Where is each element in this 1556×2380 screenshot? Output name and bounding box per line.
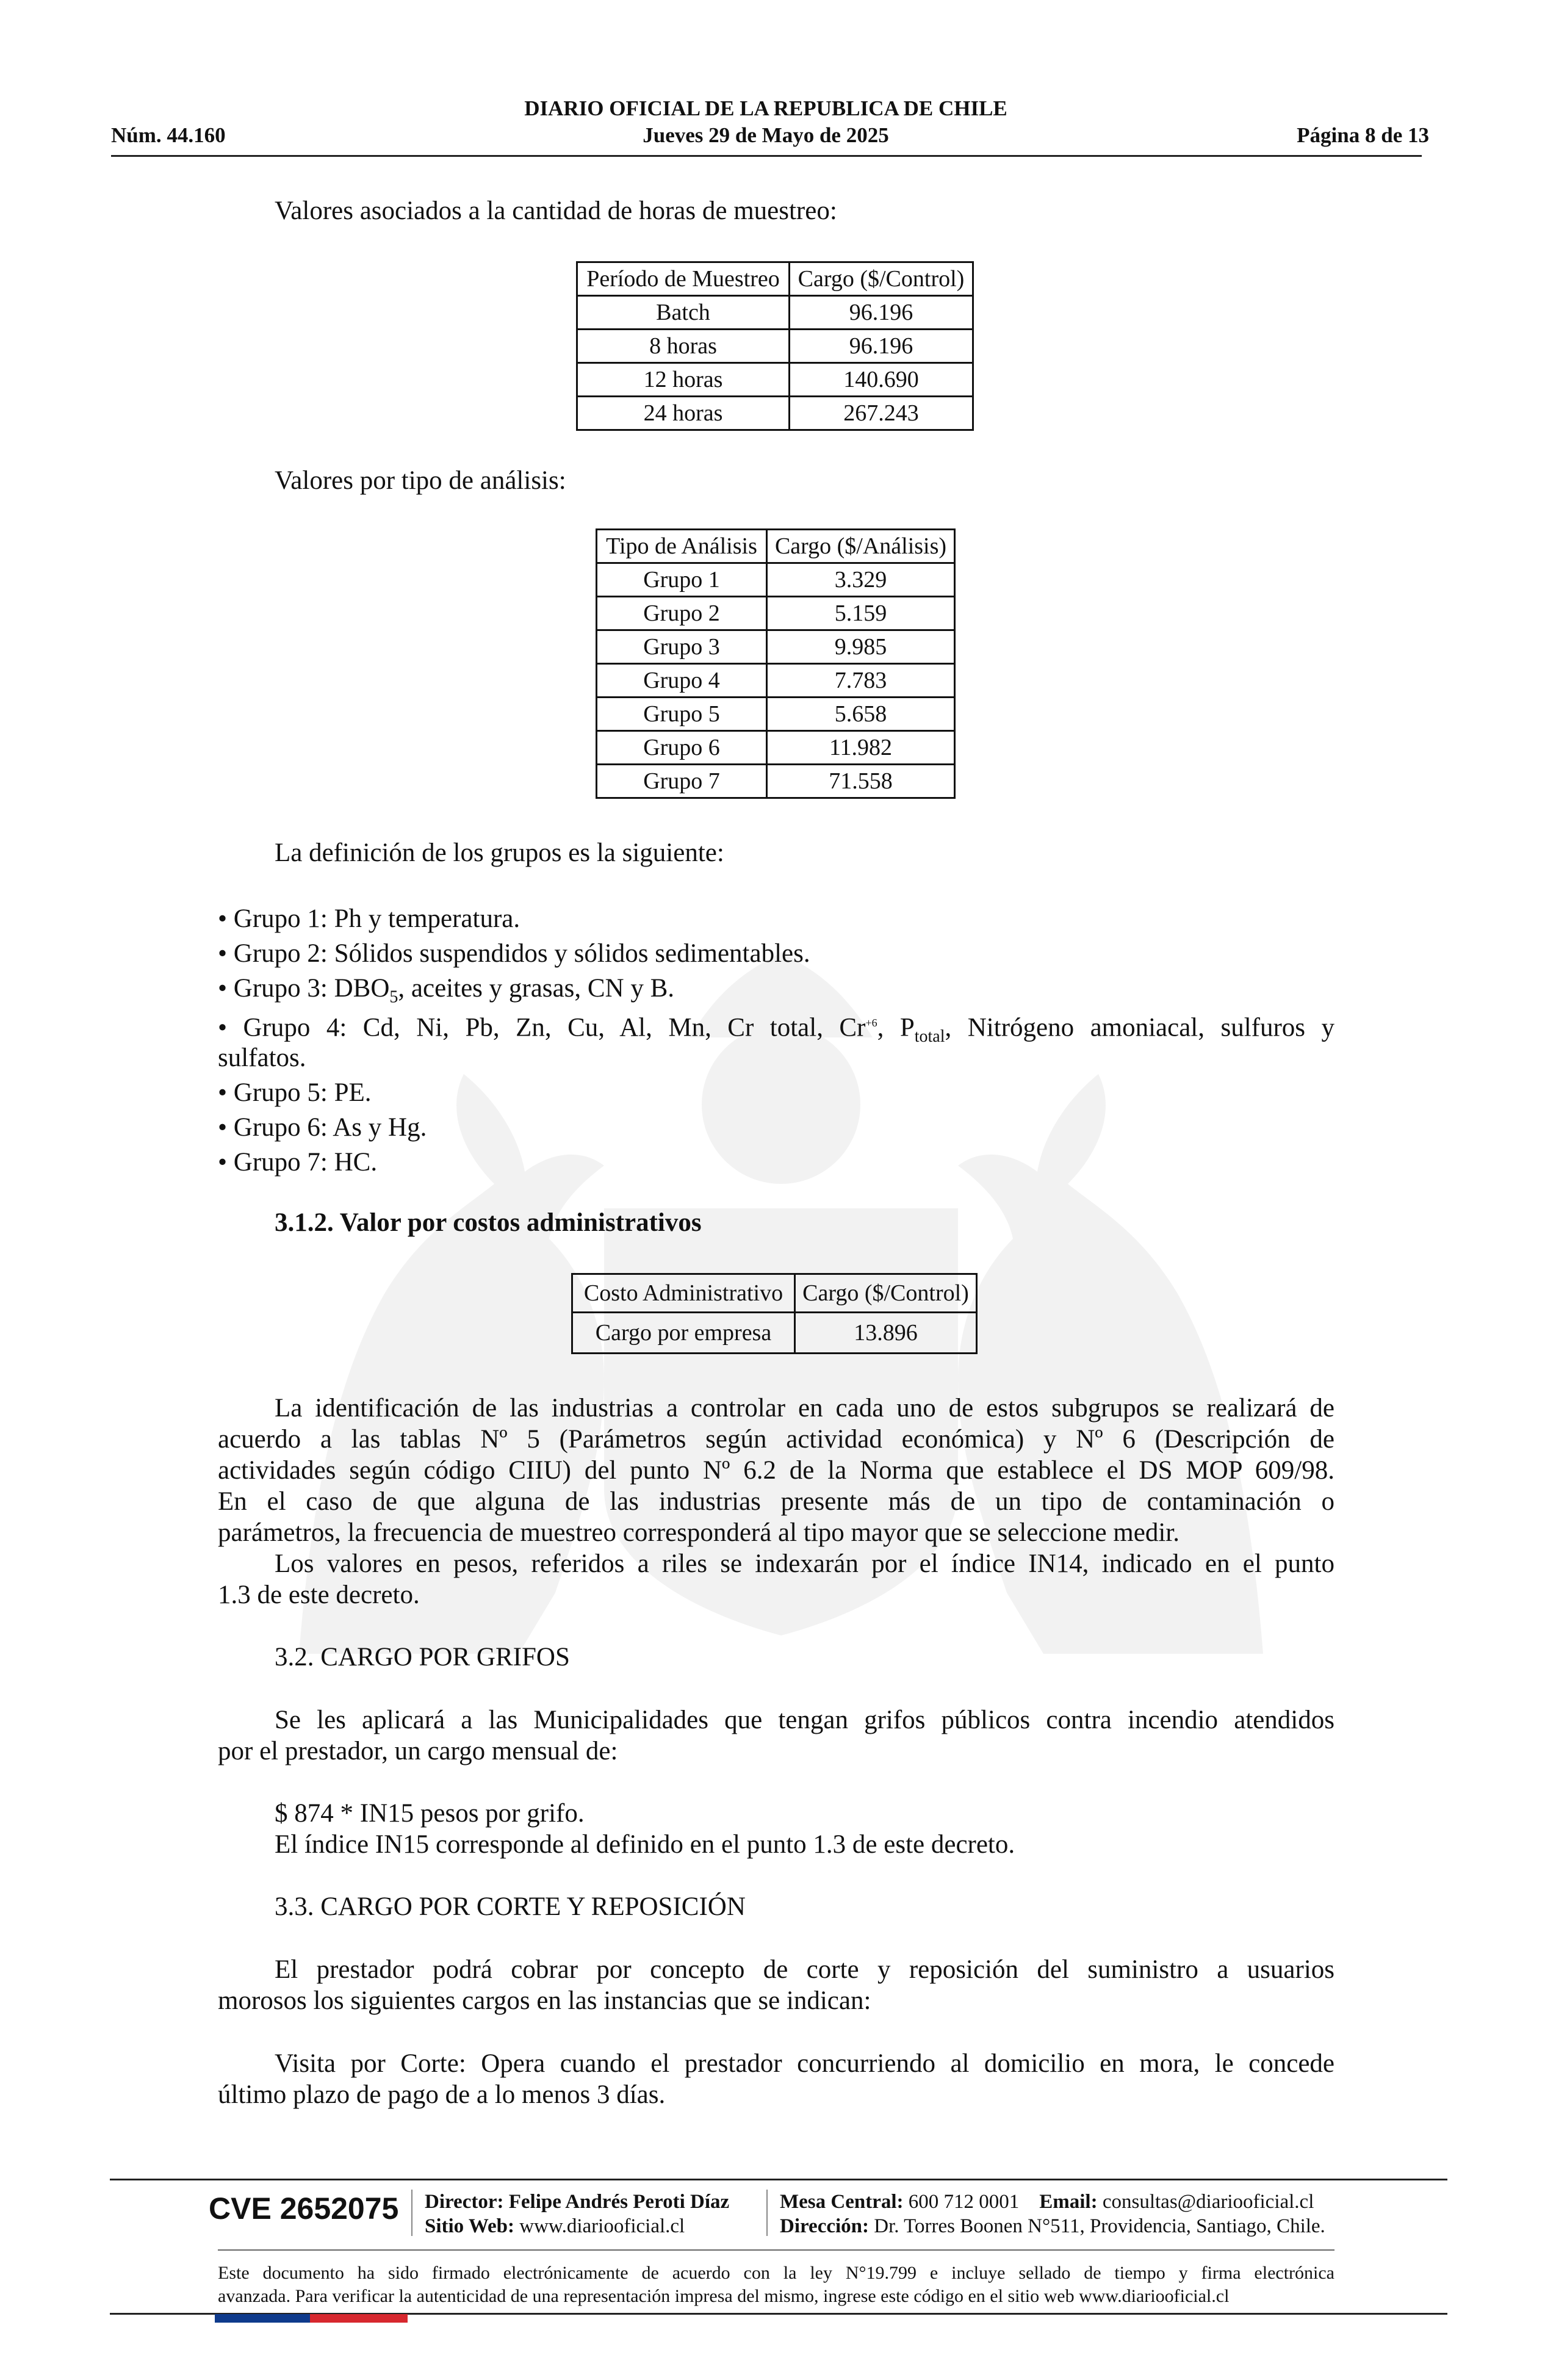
table-header-row bbox=[577, 262, 973, 296]
group-4-text-c: , Nitrógeno amoniacal, sulfuros y bbox=[945, 1013, 1335, 1042]
section-heading-32: 3.2. CARGO POR GRIFOS bbox=[275, 1643, 570, 1671]
group-3-text-b: , aceites y grasas, CN y B. bbox=[398, 974, 675, 1003]
table-cell: 7.783 bbox=[767, 664, 955, 698]
table-row bbox=[577, 330, 973, 363]
sampling-period-table bbox=[576, 261, 974, 431]
table-row bbox=[597, 630, 955, 664]
group-3-item bbox=[218, 973, 674, 1013]
paragraph-33-visit-line-1: Visita por Corte: Opera cuando el prestador concurriendo al domicilio en mora, le concede bbox=[275, 2049, 1334, 2078]
table-cell: Batch bbox=[577, 296, 790, 330]
legal-notice-line-2: avanzada. Para verificar la autenticidad de una representación impresa del mismo, ingrese este código en el sitio web www.diariooficial.cl bbox=[218, 2286, 1230, 2306]
paragraph-312-indexation-line-1: Los valores en pesos, referidos a riles se indexarán por el índice IN14, indicado en el punto bbox=[275, 1549, 1334, 1578]
table-cell: Grupo 7 bbox=[597, 765, 767, 798]
address-text: Dr. Torres Boonen N°511, Providencia, Santiago, Chile. bbox=[874, 2215, 1325, 2237]
address-label: Dirección: bbox=[780, 2215, 870, 2237]
table-cell: Grupo 6 bbox=[597, 731, 767, 765]
table-cell: 96.196 bbox=[790, 330, 973, 363]
table-cell: 24 horas bbox=[577, 397, 790, 430]
table-cell: 5.159 bbox=[767, 597, 955, 630]
grifo-formula: $ 874 * IN15 pesos por grifo. bbox=[275, 1799, 585, 1828]
group-6-item: • Grupo 6: As y Hg. bbox=[218, 1113, 427, 1142]
table-row bbox=[597, 664, 955, 698]
table-cell: Cargo por empresa bbox=[572, 1313, 795, 1354]
paragraph-32-line-1: Se les aplicará a las Municipalidades que tengan grifos públicos contra incendio atendidos bbox=[275, 1706, 1334, 1734]
table-header-cell: Costo Administrativo bbox=[572, 1274, 795, 1313]
table-cell: Grupo 4 bbox=[597, 664, 767, 698]
paragraph-312-line-4: En el caso de que alguna de las industrias presente más de un tipo de contaminación o bbox=[218, 1487, 1334, 1516]
group-4-text-a: • Grupo 4: Cd, Ni, Pb, Zn, Cu, Al, Mn, Cr total, Cr bbox=[218, 1013, 866, 1042]
table-cell: Grupo 2 bbox=[597, 597, 767, 630]
table-header-cell: Tipo de Análisis bbox=[597, 530, 767, 563]
paragraph-312-line-3: actividades según código CIIU) del punto Nº 6.2 de la Norma que establece el DS MOP 609/98. bbox=[218, 1456, 1334, 1485]
director-label: Director: bbox=[425, 2191, 504, 2213]
page-number: Página 8 de 13 bbox=[1297, 123, 1429, 147]
group-4-continuation: sulfatos. bbox=[218, 1044, 306, 1072]
table-cell: 96.196 bbox=[790, 296, 973, 330]
director-line bbox=[425, 2190, 729, 2214]
group-4-subscript: total bbox=[914, 1026, 945, 1046]
website-line bbox=[425, 2214, 685, 2238]
table-cell: 267.243 bbox=[790, 397, 973, 430]
group-5-item: • Grupo 5: PE. bbox=[218, 1078, 372, 1107]
admin-cost-table bbox=[571, 1273, 978, 1354]
paragraph-312-indexation-line-2: 1.3 de este decreto. bbox=[218, 1581, 420, 1609]
header-rule bbox=[111, 155, 1422, 157]
table-row bbox=[577, 363, 973, 397]
table-cell: Grupo 3 bbox=[597, 630, 767, 664]
flag-stripe-red bbox=[310, 2314, 408, 2323]
in15-note: El índice IN15 corresponde al definido en el punto 1.3 de este decreto. bbox=[275, 1830, 1015, 1859]
group-2-item: • Grupo 2: Sólidos suspendidos y sólidos sedimentables. bbox=[218, 939, 810, 968]
phone-label: Mesa Central: bbox=[780, 2191, 904, 2213]
table-row bbox=[577, 397, 973, 430]
table-cell: Grupo 5 bbox=[597, 698, 767, 731]
table-header-cell: Cargo ($/Control) bbox=[790, 262, 973, 296]
paragraph-312-line-5: parámetros, la frecuencia de muestreo corresponderá al tipo mayor que se seleccione medir. bbox=[218, 1518, 1180, 1547]
analysis-intro: Valores por tipo de análisis: bbox=[275, 466, 566, 495]
table-cell: 140.690 bbox=[790, 363, 973, 397]
group-3-subscript: 5 bbox=[389, 987, 398, 1007]
paragraph-33-visit-line-2: último plazo de pago de a lo menos 3 días. bbox=[218, 2080, 666, 2109]
table-header-cell: Cargo ($/Control) bbox=[795, 1274, 977, 1313]
footer-top-rule bbox=[110, 2179, 1447, 2180]
table-cell: 9.985 bbox=[767, 630, 955, 664]
footer-divider bbox=[766, 2190, 768, 2236]
footer-inner-rule bbox=[218, 2249, 1334, 2251]
paragraph-33-line-1: El prestador podrá cobrar por concepto de corte y reposición del suministro a usuarios bbox=[275, 1955, 1334, 1984]
analysis-type-table bbox=[596, 528, 956, 799]
group-3-text-a: • Grupo 3: DBO bbox=[218, 974, 390, 1003]
flag-stripe-blue bbox=[215, 2314, 310, 2323]
group-4-item bbox=[218, 1008, 1334, 1052]
paragraph-32-line-2: por el prestador, un cargo mensual de: bbox=[218, 1737, 618, 1765]
footer-divider bbox=[411, 2190, 412, 2236]
table-cell: Grupo 1 bbox=[597, 563, 767, 597]
table-row bbox=[597, 698, 955, 731]
table-row bbox=[577, 296, 973, 330]
table-cell: 3.329 bbox=[767, 563, 955, 597]
issue-number: Núm. 44.160 bbox=[111, 123, 226, 147]
paragraph-312-line-1: La identificación de las industrias a controlar en cada uno de estos subgrupos se realizará de bbox=[275, 1394, 1334, 1423]
group-1-item: • Grupo 1: Ph y temperatura. bbox=[218, 904, 520, 933]
website-link[interactable]: www.diariooficial.cl bbox=[519, 2215, 685, 2237]
website-label: Sitio Web: bbox=[425, 2215, 515, 2237]
publication-date: Jueves 29 de Mayo de 2025 bbox=[643, 123, 889, 147]
table-cell: 5.658 bbox=[767, 698, 955, 731]
group-4-text-b: , P bbox=[877, 1013, 915, 1042]
table-row bbox=[572, 1313, 977, 1354]
director-name: Felipe Andrés Peroti Díaz bbox=[508, 2191, 730, 2213]
table-header-cell: Cargo ($/Análisis) bbox=[767, 530, 955, 563]
hours-intro: Valores asociados a la cantidad de horas de muestreo: bbox=[275, 197, 837, 225]
table-row bbox=[597, 563, 955, 597]
group-7-item: • Grupo 7: HC. bbox=[218, 1148, 378, 1177]
table-row bbox=[597, 765, 955, 798]
table-header-row bbox=[597, 530, 955, 563]
section-heading-312: 3.1.2. Valor por costos administrativos bbox=[275, 1208, 702, 1237]
table-cell: 13.896 bbox=[795, 1313, 977, 1354]
contact-line bbox=[780, 2190, 1314, 2214]
table-row bbox=[597, 597, 955, 630]
table-header-cell: Período de Muestreo bbox=[577, 262, 790, 296]
groups-intro: La definición de los grupos es la siguiente: bbox=[275, 838, 724, 867]
table-header-row bbox=[572, 1274, 977, 1313]
address-line bbox=[780, 2214, 1325, 2238]
group-4-superscript: +6 bbox=[865, 1017, 877, 1029]
cve-code: CVE 2652075 bbox=[209, 2191, 399, 2226]
phone-number: 600 712 0001 bbox=[908, 2191, 1020, 2213]
newspaper-title: DIARIO OFICIAL DE LA REPUBLICA DE CHILE bbox=[524, 96, 1007, 120]
table-cell: 12 horas bbox=[577, 363, 790, 397]
table-cell: 11.982 bbox=[767, 731, 955, 765]
section-heading-33: 3.3. CARGO POR CORTE Y REPOSICIÓN bbox=[275, 1892, 746, 1921]
email-link[interactable]: consultas@diariooficial.cl bbox=[1102, 2191, 1314, 2213]
email-label: Email: bbox=[1039, 2191, 1098, 2213]
paragraph-33-line-2: morosos los siguientes cargos en las instancias que se indican: bbox=[218, 1986, 871, 2015]
legal-notice-line-1: Este documento ha sido firmado electrónicamente de acuerdo con la ley N°19.799 e incluye sellado de tiempo y firma electrónica bbox=[218, 2263, 1334, 2283]
table-cell: 71.558 bbox=[767, 765, 955, 798]
table-row bbox=[597, 731, 955, 765]
table-cell: 8 horas bbox=[577, 330, 790, 363]
paragraph-312-line-2: acuerdo a las tablas Nº 5 (Parámetros según actividad económica) y Nº 6 (Descripción de bbox=[218, 1425, 1334, 1454]
